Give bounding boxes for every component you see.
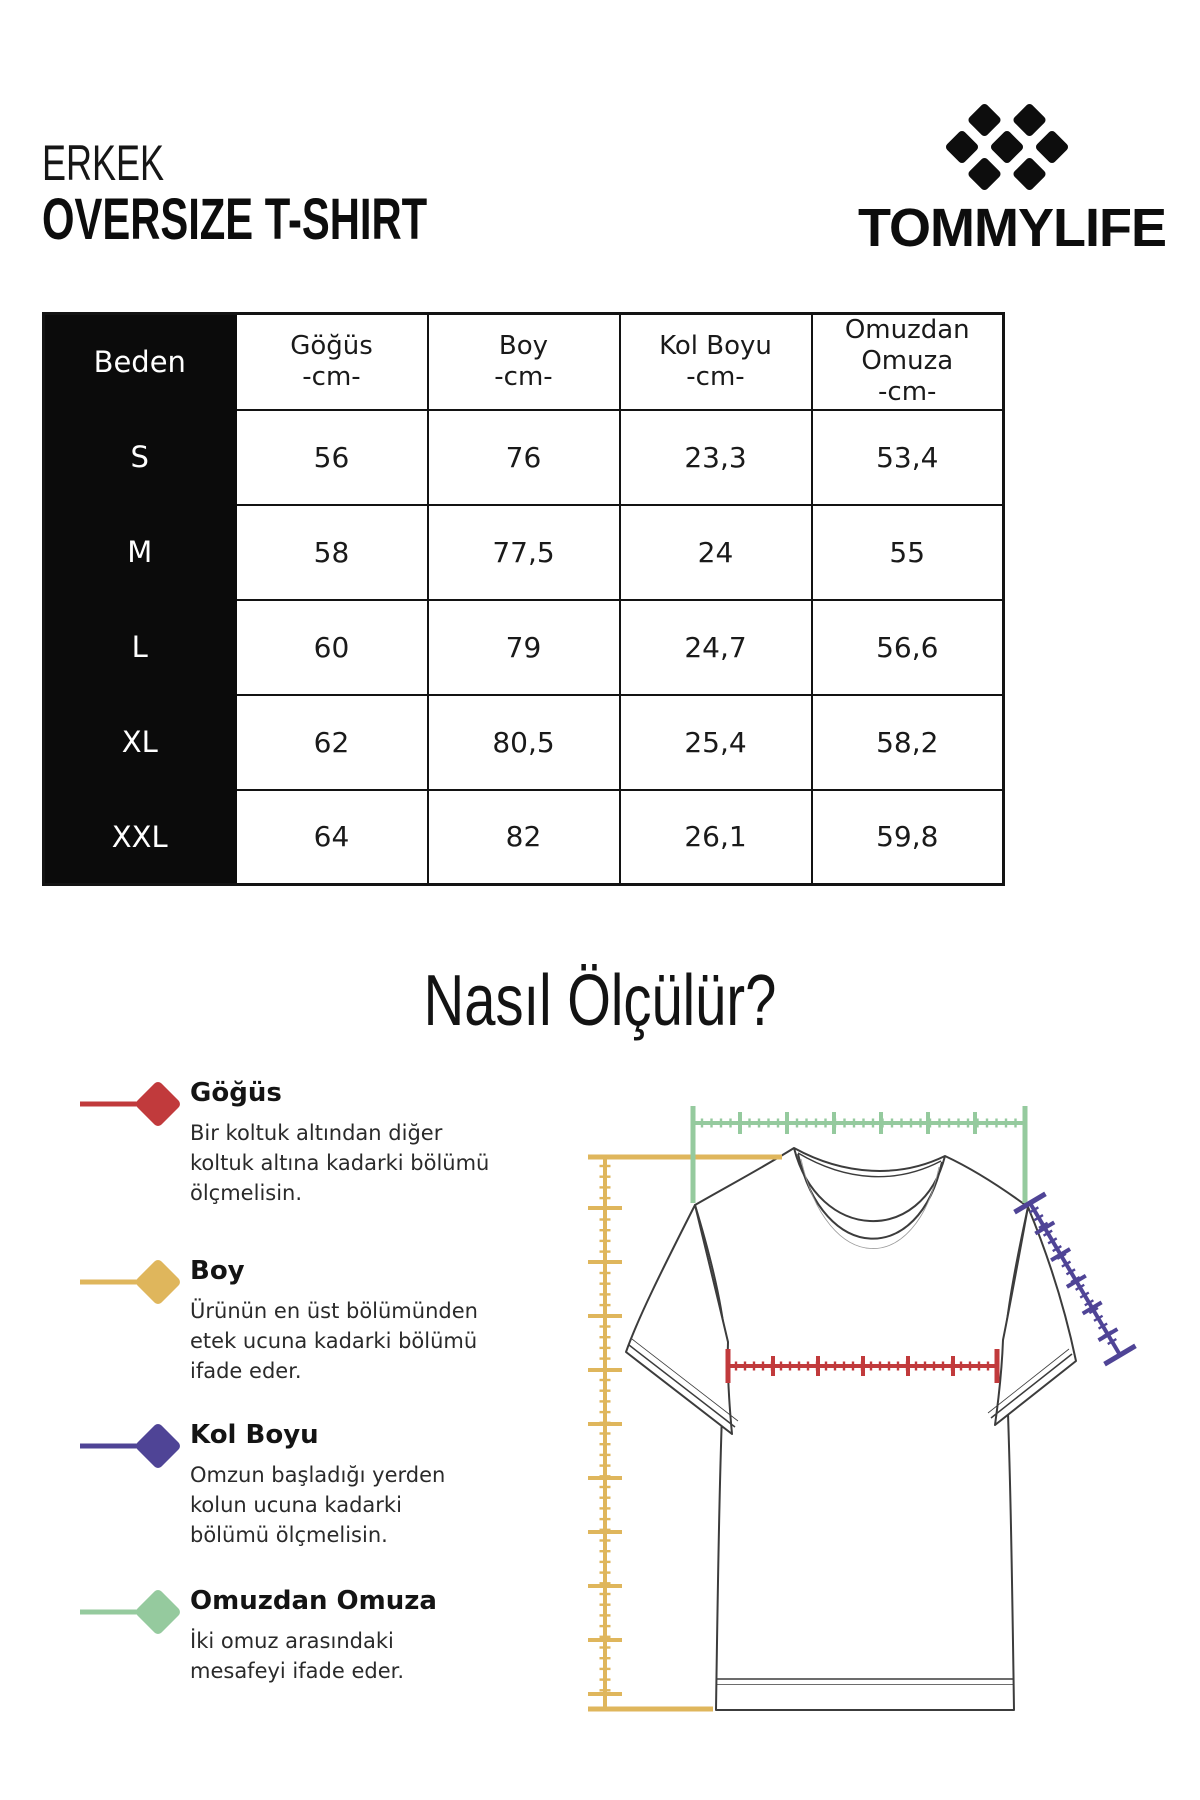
shoulder-diamond-icon [78, 1582, 193, 1642]
size-row-m [44, 505, 1004, 600]
size-cell: 59,8 [812, 790, 1004, 885]
size-cell: 62 [236, 695, 428, 790]
size-cell: 58 [236, 505, 428, 600]
size-cell: 82 [428, 790, 620, 885]
column-header-shoulder: Omuzdan Omuza -cm- [812, 314, 1004, 410]
column-header-sleeve: Kol Boyu -cm- [620, 314, 812, 410]
size-label: L [44, 600, 236, 695]
legend-description: Omzun başladığı yerden kolun ucuna kadarki bölümü ölçmelisin. [190, 1463, 446, 1547]
size-row-l [44, 600, 1004, 695]
product-title: OVERSIZE T-SHIRT [42, 187, 428, 252]
legend-description: İki omuz arasındaki mesafeyi ifade eder. [190, 1629, 405, 1683]
legend-title: Göğüs [190, 1078, 282, 1108]
size-cell: 24 [620, 505, 812, 600]
length-diamond-icon [78, 1252, 193, 1312]
chest-diamond-icon [78, 1074, 193, 1134]
size-label: S [44, 410, 236, 505]
size-table-corner: Beden [44, 314, 236, 410]
legend-item-chest [190, 1078, 530, 1208]
measurement-diagram [500, 1080, 1160, 1800]
legend-item-shoulder [190, 1586, 530, 1686]
product-gender-label: ERKEK [42, 135, 165, 191]
size-cell: 23,3 [620, 410, 812, 505]
size-table [42, 312, 1005, 886]
size-cell: 24,7 [620, 600, 812, 695]
column-header-chest: Göğüs -cm- [236, 314, 428, 410]
size-cell: 80,5 [428, 695, 620, 790]
size-cell: 55 [812, 505, 1004, 600]
size-cell: 58,2 [812, 695, 1004, 790]
size-cell: 56,6 [812, 600, 1004, 695]
legend-title: Kol Boyu [190, 1420, 319, 1450]
size-cell: 56 [236, 410, 428, 505]
legend-title: Omuzdan Omuza [190, 1586, 437, 1616]
brand-name: TOMMYLIFE [858, 198, 1166, 258]
size-cell: 25,4 [620, 695, 812, 790]
size-cell: 60 [236, 600, 428, 695]
how-to-measure-title: Nasıl Ölçülür? [423, 961, 777, 1041]
sleeve-diamond-icon [78, 1416, 193, 1476]
legend-item-sleeve [190, 1420, 530, 1550]
size-row-s [44, 410, 1004, 505]
legend-item-length [190, 1256, 530, 1386]
size-row-xl [44, 695, 1004, 790]
size-label: XL [44, 695, 236, 790]
size-cell: 77,5 [428, 505, 620, 600]
size-cell: 79 [428, 600, 620, 695]
size-cell: 64 [236, 790, 428, 885]
size-table-header-row [44, 314, 1004, 410]
column-header-length: Boy -cm- [428, 314, 620, 410]
legend-description: Bir koltuk altından diğer koltuk altına kadarki bölümü ölçmelisin. [190, 1121, 490, 1205]
legend-description: Ürünün en üst bölümünden etek ucuna kadarki bölümü ifade eder. [190, 1299, 478, 1383]
size-cell: 76 [428, 410, 620, 505]
brand-logo-icon [936, 94, 1076, 204]
legend-title: Boy [190, 1256, 245, 1286]
size-row-xxl [44, 790, 1004, 885]
tshirt-outline [626, 1148, 1076, 1710]
size-cell: 53,4 [812, 410, 1004, 505]
size-label: M [44, 505, 236, 600]
size-label: XXL [44, 790, 236, 885]
size-cell: 26,1 [620, 790, 812, 885]
